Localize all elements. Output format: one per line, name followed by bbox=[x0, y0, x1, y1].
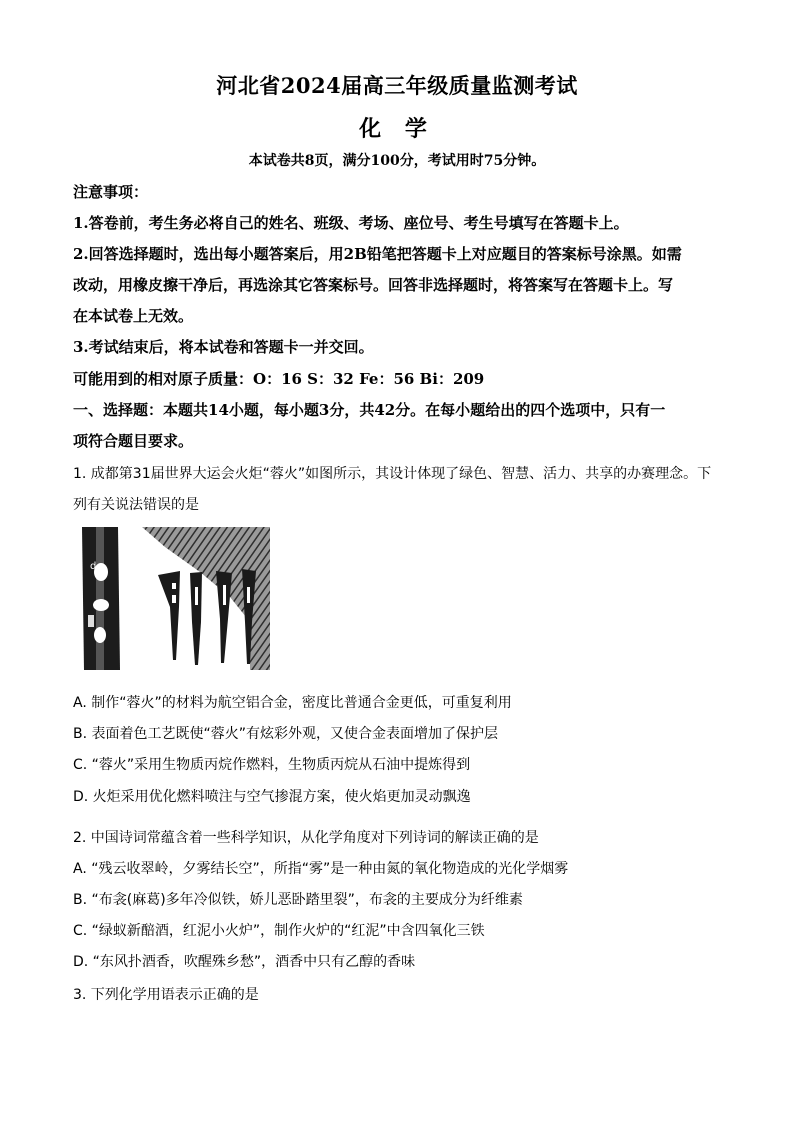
q2-option-a: A. “残云收翠岭，夕雾结长空”，所指“雾”是一种由氮的氧化物造成的光化学烟雾 bbox=[73, 861, 569, 877]
q1-option-b: B. 表面着色工艺既使“蓉火”有炫彩外观，又使合金表面增加了保护层 bbox=[73, 726, 499, 742]
q2-option-d: D. “东风扑酒香，吹醒殊乡愁”，酒香中只有乙醇的香味 bbox=[73, 954, 416, 970]
q2-option-b: B. “布衾(麻葛)多年冷似铁，娇儿恶卧踏里裂”，布衾的主要成分为纤维素 bbox=[73, 892, 523, 908]
q1-option-d: D. 火炬采用优化燃料喷注与空气掺混方案，使火焰更加灵动飘逸 bbox=[73, 789, 471, 805]
q1-stem-line-1: 1. 成都第31届世界大运会火炬“蓉火”如图所示，其设计体现了绿色、智慧、活力、共享的办赛理念。下 bbox=[73, 466, 712, 482]
q2-option-c: C. “绿蚁新醅酒，红泥小火炉”，制作火炉的“红泥”中含四氧化三铁 bbox=[73, 923, 485, 939]
section-1-heading-line-1: 一、选择题：本题共14小题，每小题3分，共42分。在每小题给出的四个选项中，只有一 bbox=[73, 401, 666, 419]
q1-stem-line-2: 列有关说法错误的是 bbox=[73, 497, 199, 513]
q1-option-c: C. “蓉火”采用生物质丙烷作燃料，生物质丙烷从石油中提炼得到 bbox=[73, 757, 471, 773]
subject-title: 化 学 bbox=[359, 116, 435, 142]
q2-stem: 2. 中国诗词常蕴含着一些科学知识，从化学角度对下列诗词的解读正确的是 bbox=[73, 830, 539, 846]
exam-title: 河北省2024届高三年级质量监测考试 bbox=[216, 73, 578, 98]
notes-heading: 注意事项： bbox=[73, 183, 149, 201]
atomic-mass-line: 可能用到的相对原子质量：O：16 S：32 Fe：56 Bi：209 bbox=[73, 370, 485, 388]
exam-info: 本试卷共8页，满分100分，考试用时75分钟。 bbox=[248, 153, 546, 169]
note-item-1: 1.答卷前，考生务必将自己的姓名、班级、考场、座位号、考生号填写在答题卡上。 bbox=[73, 214, 629, 232]
torch-figure bbox=[80, 527, 270, 670]
note-item-2-line-3: 在本试卷上无效。 bbox=[73, 307, 194, 325]
note-item-3: 3.考试结束后，将本试卷和答题卡一并交回。 bbox=[73, 338, 374, 356]
svg-text:d: d bbox=[90, 561, 97, 572]
q3-stem: 3. 下列化学用语表示正确的是 bbox=[73, 987, 259, 1003]
note-item-2-line-2: 改动，用橡皮擦干净后，再选涂其它答案标号。回答非选择题时，将答案写在答题卡上。写 bbox=[73, 276, 674, 294]
note-item-2-line-1: 2.回答选择题时，选出每小题答案后，用2B铅笔把答题卡上对应题目的答案标号涂黑。如需 bbox=[73, 245, 682, 263]
section-1-heading-line-2: 项符合题目要求。 bbox=[73, 432, 194, 450]
q1-option-a: A. 制作“蓉火”的材料为航空铝合金，密度比普通合金更低，可重复利用 bbox=[73, 695, 512, 711]
